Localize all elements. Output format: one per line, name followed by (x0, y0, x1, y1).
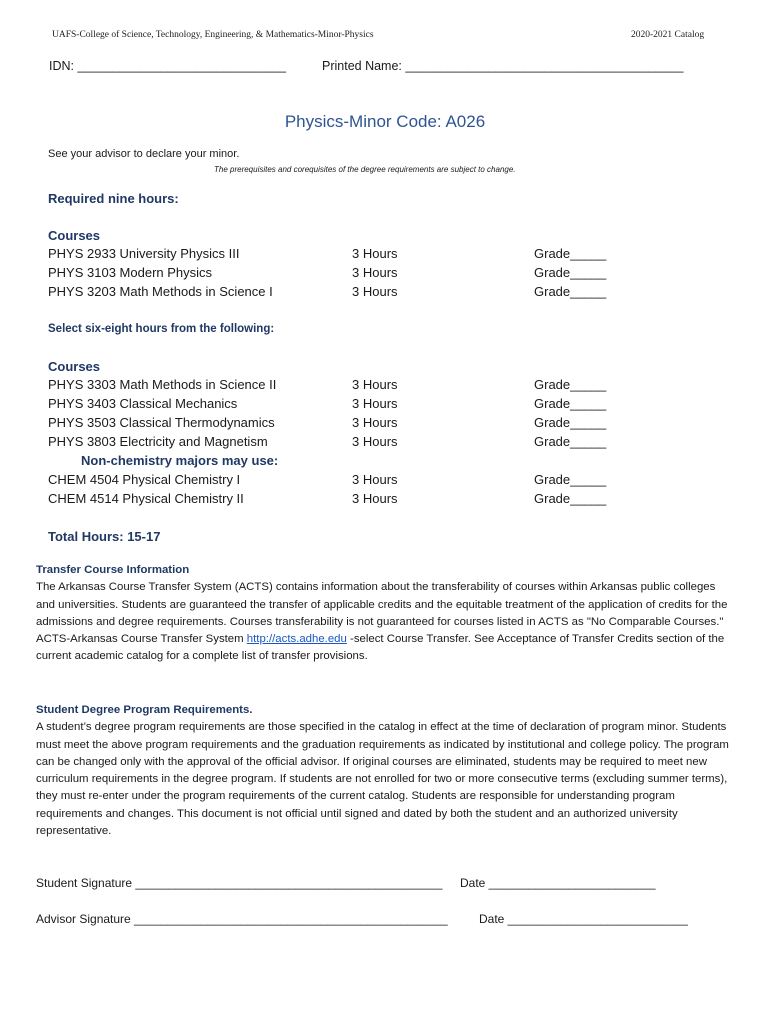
advisor-date-field[interactable]: Date ___________________________ (479, 912, 688, 926)
required-heading: Required nine hours: (48, 191, 179, 206)
course-hours: 3 Hours (352, 472, 398, 487)
grade-field[interactable]: Grade_____ (534, 284, 607, 299)
transfer-section (36, 562, 736, 666)
idn-field[interactable]: IDN: ______________________________ (49, 59, 287, 73)
grade-field[interactable]: Grade_____ (534, 415, 607, 430)
course-name: PHYS 3103 Modern Physics (48, 265, 213, 280)
required-courses-label: Courses (48, 228, 101, 243)
non-chem-label: Non-chemistry majors may use: (81, 453, 279, 468)
student-signature-field[interactable]: Student Signature ______________________________________________ (36, 876, 443, 890)
course-name: PHYS 3203 Math Methods in Science I (48, 284, 273, 299)
grade-field[interactable]: Grade_____ (534, 491, 607, 506)
transfer-heading: Transfer Course Information (36, 564, 190, 576)
course-hours: 3 Hours (352, 396, 398, 411)
grade-field[interactable]: Grade_____ (534, 265, 607, 280)
elective-courses-label: Courses (48, 359, 101, 374)
transfer-text-before: The Arkansas Course Transfer System (ACTS) contains information about the transferability of courses within Arkansas public colleges and universities. Students are guaranteed the transfer of applicable credits and the equitable treatment of the application of credits for the admissions and degree requirements. Courses transferability is not guaranteed for courses listed in ACTS as "No Comparable Courses." ACTS-Arkansas Course Transfer System (36, 581, 728, 646)
grade-field[interactable]: Grade_____ (534, 377, 607, 392)
transfer-text-after: -select Course Transfer. See Acceptance of Transfer Credits section of the current academic catalog for a complete list of transfer provisions. (36, 633, 725, 663)
course-hours: 3 Hours (352, 246, 398, 261)
grade-field[interactable]: Grade_____ (534, 396, 607, 411)
total-hours: Total Hours: 15-17 (48, 529, 161, 544)
course-hours: 3 Hours (352, 377, 398, 392)
course-name: PHYS 2933 University Physics III (48, 246, 240, 261)
course-name: PHYS 3303 Math Methods in Science II (48, 377, 277, 392)
degree-heading: Student Degree Program Requirements. (36, 704, 253, 716)
advisor-signature-field[interactable]: Advisor Signature _______________________________________________ (36, 912, 448, 926)
course-hours: 3 Hours (352, 434, 398, 449)
elective-heading: Select six-eight hours from the following: (48, 323, 275, 335)
course-name: PHYS 3803 Electricity and Magnetism (48, 434, 268, 449)
header-catalog-year: 2020-2021 Catalog (631, 30, 705, 40)
page-title: Physics-Minor Code: A026 (284, 112, 486, 131)
course-name: CHEM 4504 Physical Chemistry I (48, 472, 241, 487)
grade-field[interactable]: Grade_____ (534, 472, 607, 487)
course-hours: 3 Hours (352, 491, 398, 506)
grade-field[interactable]: Grade_____ (534, 246, 607, 261)
header-program-title: UAFS-College of Science, Technology, Engineering, & Mathematics-Minor-Physics (52, 30, 374, 40)
degree-text: A student’s degree program requirements are those specified in the catalog in effect at the time of declaration of program minor. Students must meet the above program requirements and the graduation requirements as indicated by institutional and college policy. The program can be changed only with the approval of the official advisor. If original courses are eliminated, students may be required to meet new curriculum requirements in the degree program. If students are not enrolled for two or more consecutive terms (excluding summer terms), they must re-enter under the program requirements of the current catalog. Students are responsible for understanding program requirements and changes. This document is not official until signed and dated by both the student and an authorized university representative. (36, 721, 729, 838)
degree-section (36, 702, 736, 840)
acts-link[interactable]: http://acts.adhe.edu (246, 633, 347, 646)
course-name: CHEM 4514 Physical Chemistry II (48, 491, 244, 506)
course-hours: 3 Hours (352, 415, 398, 430)
prereq-note: The prerequisites and corequisites of the degree requirements are subject to change. (214, 165, 516, 174)
course-name: PHYS 3503 Classical Thermodynamics (48, 415, 275, 430)
advisor-note: See your advisor to declare your minor. (48, 148, 240, 160)
transfer-text (36, 579, 736, 665)
course-name: PHYS 3403 Classical Mechanics (48, 396, 238, 411)
course-hours: 3 Hours (352, 284, 398, 299)
printed-name-field[interactable]: Printed Name: ________________________________________ (322, 59, 684, 73)
grade-field[interactable]: Grade_____ (534, 434, 607, 449)
student-date-field[interactable]: Date _________________________ (460, 876, 656, 890)
course-hours: 3 Hours (352, 265, 398, 280)
